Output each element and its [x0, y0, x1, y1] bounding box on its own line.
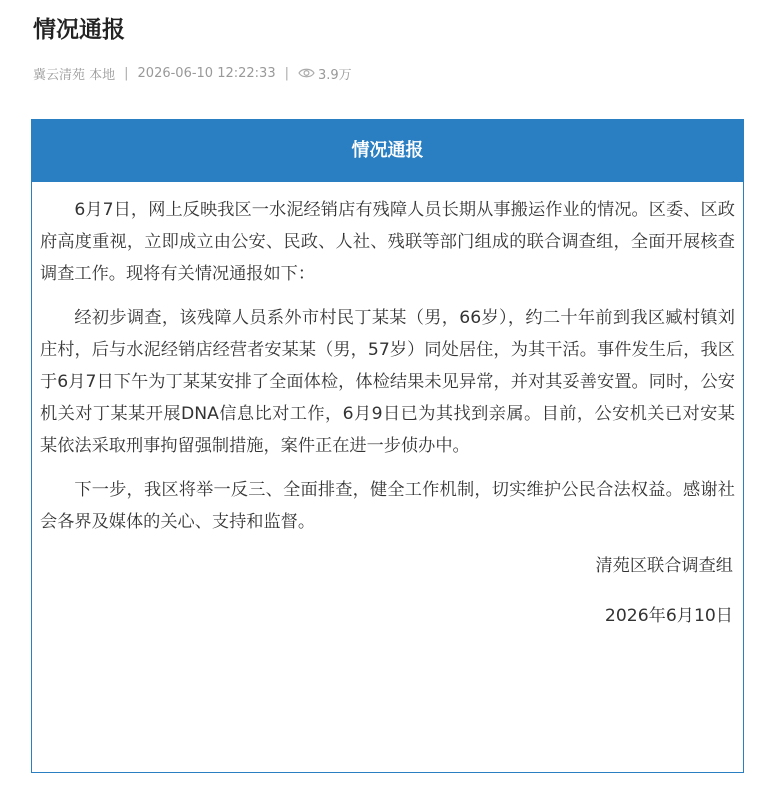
article-source[interactable]: 冀云清苑 本地: [33, 67, 116, 83]
signature-date: 2026年6月10日: [604, 606, 733, 626]
notice-body: [32, 182, 743, 632]
notice-box: [31, 119, 744, 773]
meta-divider: |: [284, 65, 289, 81]
view-count-value: 3.9万: [318, 67, 352, 83]
notice-paragraph: 下一步，我区将举一反三、全面排查，健全工作机制，切实维护公民合法权益。感谢社会各界及媒体的关心、支持和监督。: [40, 480, 735, 532]
page-title: 情况通报: [33, 17, 125, 43]
article-meta: [33, 63, 352, 83]
notice-header: 情况通报: [32, 120, 743, 182]
notice-paragraph: 经初步调查，该残障人员系外市村民丁某某（男，66岁），约二十年前到我区臧村镇刘庄村，后与水泥经销店经营者安某某（男，57岁）同处居住，为其干活。事件发生后，我区于6月7日下午为丁某某安排了全面体检，体检结果未见异常，并对其妥善安置。同时，公安机关对丁某某开展DNA信息比对工作，6月9日已为其找到亲属。目前，公安机关已对安某某依法采取刑事拘留强制措施，案件正在进一步侦办中。: [40, 308, 735, 456]
eye-icon: [298, 67, 315, 79]
signature-organization: 清苑区联合调查组: [595, 556, 733, 576]
meta-divider: |: [124, 65, 129, 81]
view-count: [298, 64, 352, 83]
notice-paragraph: 6月7日，网上反映我区一水泥经销店有残障人员长期从事搬运作业的情况。区委、区政府高度重视，立即成立由公安、民政、人社、残联等部门组成的联合调查组，全面开展核查调查工作。现将有关情况通报如下：: [40, 200, 735, 284]
publish-datetime: 2026-06-10 12:22:33: [137, 65, 276, 81]
